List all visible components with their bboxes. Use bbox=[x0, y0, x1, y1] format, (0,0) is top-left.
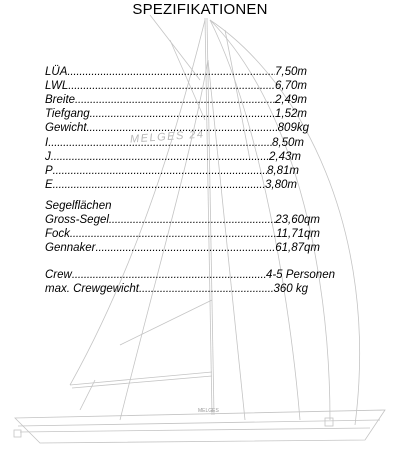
spec-value: 8,81m bbox=[267, 165, 299, 177]
spec-label: E bbox=[45, 179, 53, 191]
spec-row-max-crewgewicht bbox=[45, 282, 308, 296]
spec-value: 1,52m bbox=[275, 108, 307, 120]
spec-label: Fock bbox=[45, 228, 70, 240]
spec-row-lua bbox=[45, 65, 307, 79]
hull-outline bbox=[15, 410, 385, 443]
hull-label: MELGES bbox=[198, 408, 219, 414]
spec-row-crew bbox=[45, 268, 335, 282]
spec-value: 360 kg bbox=[273, 283, 308, 295]
spec-row-e bbox=[45, 178, 297, 192]
spec-label: Gennaker bbox=[45, 242, 96, 254]
page-title: SPEZIFIKATIONEN bbox=[132, 1, 268, 18]
spec-label: J bbox=[45, 151, 51, 163]
spec-label: LÜA bbox=[45, 66, 68, 78]
spec-row-i bbox=[45, 136, 304, 150]
spec-label: LWL bbox=[45, 80, 69, 92]
spec-row-gross-segel bbox=[45, 213, 320, 227]
spec-value: 4-5 Personen bbox=[265, 269, 335, 281]
spec-row-j bbox=[45, 150, 301, 164]
spec-value: 2,43m bbox=[269, 151, 301, 163]
spec-value: 8,50m bbox=[272, 137, 304, 149]
sail-brand-mark: MELGES 24 bbox=[129, 128, 205, 146]
spec-value: 7,50m bbox=[275, 66, 307, 78]
spec-row-gennaker bbox=[45, 241, 320, 255]
sail-area-heading: Segelflächen bbox=[45, 200, 112, 212]
spec-value: 3,80m bbox=[265, 179, 297, 191]
spec-value: 23,60qm bbox=[275, 214, 320, 226]
spec-row-fock bbox=[45, 227, 320, 241]
spec-value: 6,70m bbox=[275, 80, 307, 92]
spec-label: max. Crewgewicht bbox=[45, 283, 139, 295]
spec-value: 809kg bbox=[277, 122, 309, 134]
spec-row-breite bbox=[45, 93, 307, 107]
spec-label: P bbox=[45, 165, 53, 177]
spec-label: Tiefgang bbox=[45, 108, 90, 120]
spec-label: Gewicht bbox=[45, 122, 87, 134]
spec-label: Crew bbox=[45, 269, 72, 281]
spec-value: 2,49m bbox=[275, 94, 307, 106]
spec-label: Gross-Segel bbox=[45, 214, 109, 226]
boom-line bbox=[70, 372, 212, 385]
spec-value: 61,87qm bbox=[275, 242, 320, 254]
spec-value: 11,71qm bbox=[276, 228, 320, 240]
spec-row-gewicht bbox=[45, 121, 309, 135]
spec-row-tiefgang bbox=[45, 107, 307, 121]
spec-row-lwl bbox=[45, 79, 307, 93]
spec-label: Breite bbox=[45, 94, 76, 106]
spec-row-p bbox=[45, 164, 299, 178]
spec-label: I bbox=[45, 137, 49, 149]
